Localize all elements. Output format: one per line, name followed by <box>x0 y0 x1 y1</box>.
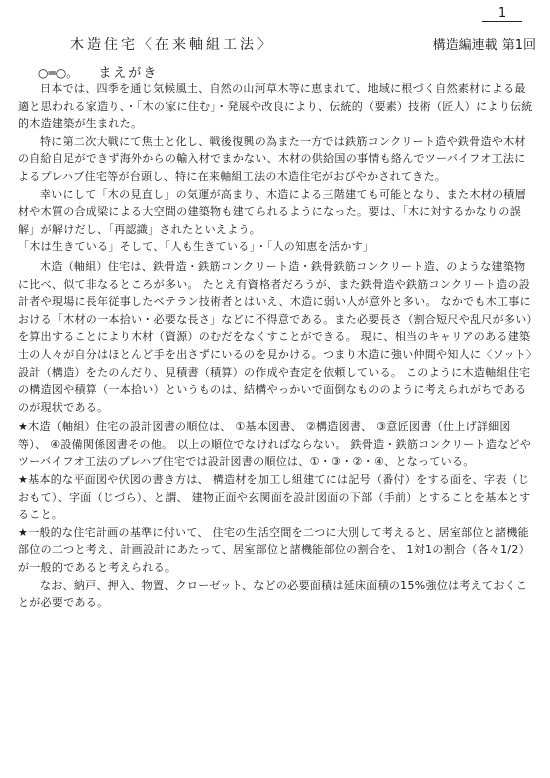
paragraph-postwar: 特に第二次大戦にて焦土と化し、戦後復興の為また一方では鉄筋コンクリート造や鉄骨造や木材の自給自足ができず海外からの輸入材でまかない、木材の供給国の事情も絡んでツーバイフオ工法によるプレハブ住宅等が台頭し、特に在来軸組工法の木造住宅がおびやかされてきた。 <box>18 134 526 183</box>
series-label: 構造編連載 第1回 <box>432 38 536 53</box>
document-header <box>70 34 536 54</box>
paragraph-intro: 日本では、四季を通じ気候風土、自然の山河草木等に恵まれて、地域に根づく自然素材による最適と思われる家造り、・「木の家に住む」・発展や改良により、伝統的（要素）技術（匠人）により伝統的木造建築が生まれた。 <box>18 82 533 131</box>
paragraph-wooden-frame: 木造（軸組）住宅は、鉄骨造・鉄筋コンクリート造・鉄骨鉄筋コンクリート造、のような建築物に比べ、似て非なるところが多い。 たとえ有資格者だろうが、また鉄骨造や鉄筋コンクリート造の設計者や現場に長年従事したベテラン技術者とはいえ、木造に弱い人が意外と多い。 なかでも木工事における「木材の一本拾い・必要な長さ」などに不得意である。また必要長さ（割合短尺や乱尺が多い）を算出することにより木材（資源）のむだをなくすことができる。 現に、相当のキャリアのある建築士の人々が自分はほとんど手を出さずにいるのを見かける。つまり木造に強い仲間や知人に〈ソット〉設計（構造）をたのんだり、見積書（積算）の作成や査定を依頼している。 このように木造軸組住宅の構造図や積算（一本拾い）というものは、結構やっかいで面倒なもののように考えられがちであるのが現状である。 <box>18 259 533 414</box>
section-title: まえがき <box>98 66 159 81</box>
paragraph-revival: 幸いにして「木の見直し」の気運が高まり、木造による三階建ても可能となり、また木材の積層材や木質の合成梁による大空間の建築物も建てられるようになった。要は、「木に対するかなりの誤解」が解けだし、「再認識」されたといえよう。 <box>18 187 526 236</box>
bullet-housing-plan: ★一般的な住宅計画の基準に付いて、 住宅の生活空間を二つに大別して考えると、居室部位と諸機能部位の二つと考え、計画設計にあたって、居室部位と諸機能部位の割合を、 1対1の割合（各々1/2）が一般的であると考えられる。 <box>18 525 531 575</box>
paragraph-motto: 「木は生きている」そして、「人も生きている」・「人の知恵を活かす」 <box>18 240 375 254</box>
page-number: 1 <box>482 6 522 22</box>
bullet-plan-drawing: ★基本的な平面図や伏図の書き方は、 構造材を加工し組建てには記号（番付）をする面を、字表（じおもて）、字面（じづら）、と謂、 建物正面や玄関面を設計図面の下部（手前）とすることを基本とすること。 <box>18 473 531 522</box>
section-heading <box>38 62 158 81</box>
document-body <box>18 80 536 612</box>
document-title: 木造住宅〈在来軸組工法〉 <box>70 37 274 53</box>
section-mark: ○═○。 <box>38 66 79 80</box>
paragraph-storage: なお、納戸、押入、物置、クローゼット、などの必要面積は延床面積の15%強位は考えておくことが必要である。 <box>18 578 528 610</box>
bullet-design-documents: ★木造（軸組）住宅の設計図書の順位は、 ①基本図書、 ②構造図書、 ③意匠図書（仕上げ詳細図等）、 ④設備関係図書その他。 以上の順位でなければならない。 鉄骨造・鉄筋コンクリート造などやツーバイフオ工法のプレハブ住宅では設計図書の順位は、①・③・②・④、となっている。 <box>18 420 532 469</box>
